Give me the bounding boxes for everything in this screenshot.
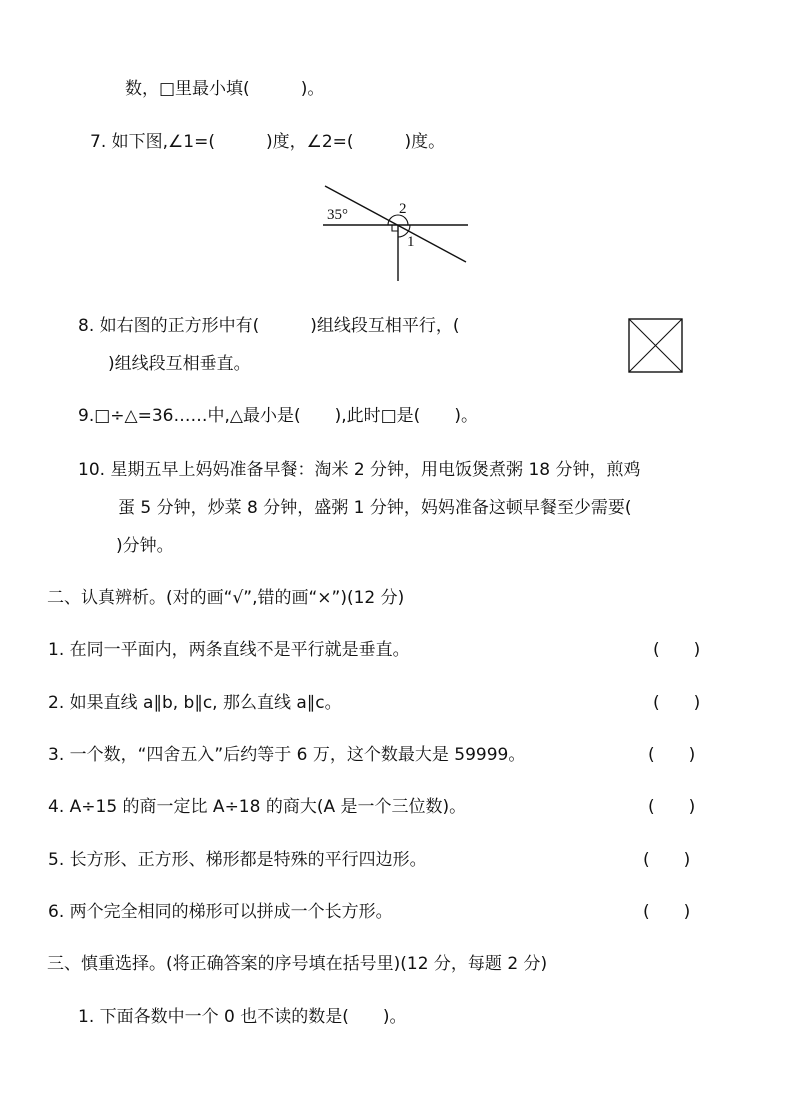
q6-continuation: 数，□里最小填( )。 [125, 79, 325, 99]
judgment-item: 2. 如果直线 a∥b, b∥c, 那么直线 a∥c。 [48, 693, 342, 713]
q10-text-line3: )分钟。 [116, 536, 174, 556]
judgment-answer-paren: ( ) [653, 693, 701, 713]
judgment-item: 4. A÷15 的商一定比 A÷18 的商大(A 是一个三位数)。 [48, 797, 467, 817]
judgment-answer-paren: ( ) [643, 850, 691, 870]
q8-text-line2: )组线段互相垂直。 [108, 354, 251, 374]
label-angle-1: 1 [407, 234, 415, 250]
square-figure [628, 318, 684, 374]
right-angle-mark [392, 225, 398, 231]
q8-text-line1: 8. 如右图的正方形中有( )组线段互相平行，( [78, 316, 460, 336]
judgment-answer-paren: ( ) [653, 640, 701, 660]
judgment-item: 3. 一个数，“四舍五入”后约等于 6 万，这个数最大是 59999。 [48, 745, 526, 765]
q9-text: 9.□÷△=36……中,△最小是( ),此时□是( )。 [78, 406, 478, 426]
section-3-heading: 三、慎重选择。(将正确答案的序号填在括号里)(12 分，每题 2 分) [47, 954, 548, 974]
angle-figure [320, 178, 480, 288]
q7-text: 7. 如下图,∠1=( )度，∠2=( )度。 [90, 132, 446, 152]
judgment-answer-paren: ( ) [643, 902, 691, 922]
judgment-answer-paren: ( ) [648, 745, 696, 765]
judgment-item: 5. 长方形、正方形、梯形都是特殊的平行四边形。 [48, 850, 427, 870]
label-angle-2: 2 [399, 201, 407, 217]
judgment-item: 6. 两个完全相同的梯形可以拼成一个长方形。 [48, 902, 393, 922]
judgment-answer-paren: ( ) [648, 797, 696, 817]
judgment-item: 1. 在同一平面内，两条直线不是平行就是垂直。 [48, 640, 410, 660]
choice-q1-text: 1. 下面各数中一个 0 也不读的数是( )。 [78, 1007, 407, 1027]
q10-text-line2: 蛋 5 分钟，炒菜 8 分钟，盛粥 1 分钟，妈妈准备这顿早餐至少需要( [118, 498, 632, 518]
q10-text-line1: 10. 星期五早上妈妈准备早餐：淘米 2 分钟，用电饭煲煮粥 18 分钟，煎鸡 [78, 460, 641, 480]
label-35-degree: 35° [327, 207, 348, 223]
section-2-heading: 二、认真辨析。(对的画“√”,错的画“×”)(12 分) [47, 588, 405, 608]
oblique-line [325, 186, 466, 262]
